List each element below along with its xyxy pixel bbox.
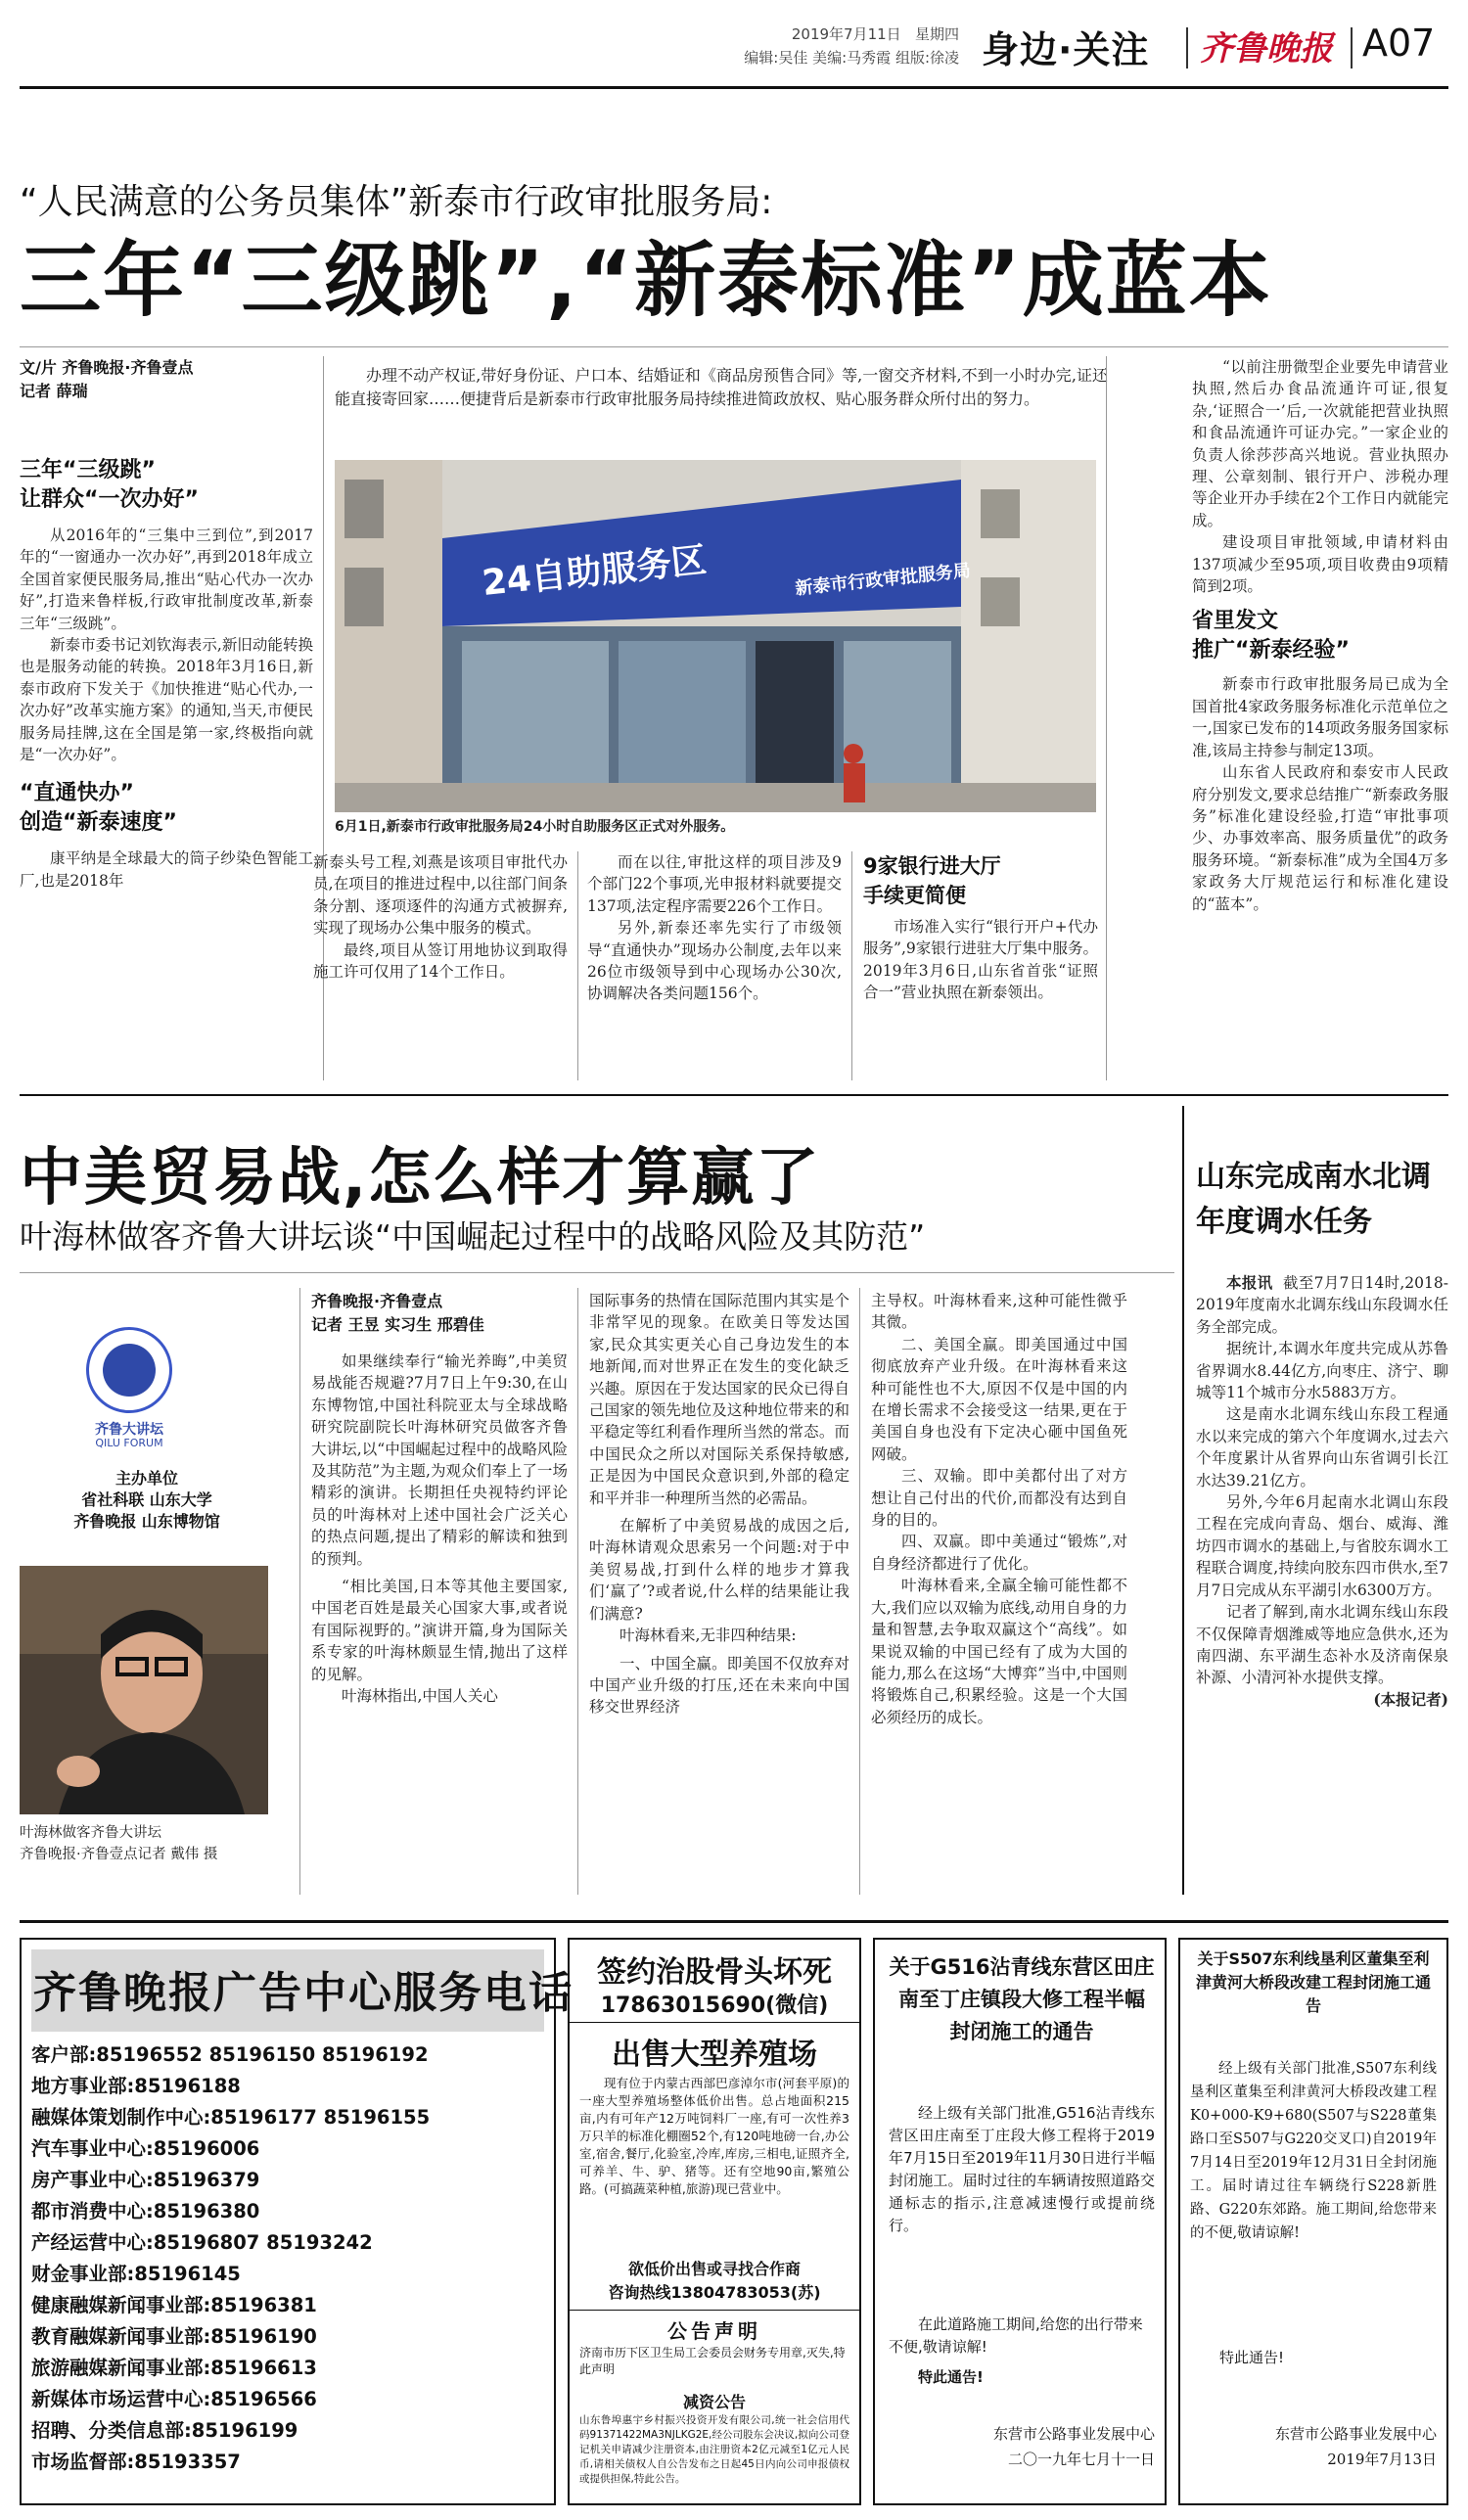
subhead: “直通快办”	[20, 781, 134, 806]
story2-col1	[311, 1290, 568, 1708]
story1-col4	[863, 851, 1098, 1004]
phone-line: 客户部:85196552 85196150 85196192	[31, 2043, 429, 2066]
phone-line: 财金事业部:85196145	[31, 2263, 241, 2285]
paragraph: 主导权。叶海林看来,这种可能性微乎其微。	[871, 1292, 1127, 1332]
paragraph: 这是南水北调东线山东段工程通水以来完成的第六个年度调水,过去六个年度累计从省界向山东省调引长江水达39.21亿方。	[1196, 1405, 1448, 1489]
logo-en: QILU FORUM	[95, 1437, 163, 1449]
bone-ad-phone: 17863015690(微信)	[600, 1993, 829, 2018]
storefront-photo	[335, 460, 1096, 812]
s507-body: 经上级有关部门批准,S507东利线垦利区董集至利津黄河大桥段改建工程K0+000-K9+680(S507与S228董集路口至S507与G220交叉口)自2019年7月14日至2019年12月31日全封闭施工。届时请过往车辆绕行S228新胜路、G220东郊路。施工期间,给您带来的不便,敬请谅解!	[1190, 2061, 1437, 2241]
paragraph: 而在以往,审批这样的项目涉及9个部门22个事项,光申报材料就要提交137项,法定程序需要226个工作日。	[587, 853, 842, 915]
paragraph: 二、美国全赢。即美国通过中国彻底放弃产业升级。在叶海林看来这种可能性也不大,原因不仅是中国的内在增长需求不会接受这一结果,更在于美国自身也没有下定决心砸中国鱼死网破。	[871, 1335, 1127, 1463]
caption-line: 齐鲁晚报·齐鲁壹点记者 戴伟 摄	[20, 1847, 218, 1862]
logo-mark-icon	[103, 1344, 156, 1397]
paragraph: 市场准入实行“银行开户+代办服务”,9家银行进驻大厅集中服务。2019年3月6日,山东省首张“证照合一”营业执照在新泰领出。	[863, 918, 1098, 1002]
phone-line: 都市消费中心:85196380	[31, 2200, 260, 2222]
subhead: 推广“新泰经验”	[1192, 638, 1350, 664]
column-divider	[851, 851, 852, 1080]
g516-date: 二〇一九年七月十一日	[1007, 2451, 1155, 2468]
paragraph: 从2016年的“三集中三到位”,到2017年的“一窗通办一次办好”,再到2018年成立全国首家便民服务局,推出“贴心代办一次办好”,打造来鲁样板,行政审批制度改革,新泰三年“三级跳”。	[20, 527, 313, 632]
paragraph: 如果继续奉行“输光养晦”,中美贸易战能否规避?7月7日上午9:30,在山东博物馆,中国社科院亚太与全球战略研究院副院长叶海林研究员做客齐鲁大讲坛,以“中国崛起过程中的战略风险及其防范”为主题,为观众们奉上了一场精彩的演讲。长期担任央视特约评论员的叶海林对上述中国社会广泛关心的热点问题,提出了精彩的解读和独到的预判。	[311, 1352, 568, 1568]
editors: 编辑:吴佳 美编:马秀霞 组版:徐凌	[744, 49, 959, 67]
ad-title: 齐鲁晚报广告中心服务电话	[33, 1968, 573, 2018]
s507-date: 2019年7月13日	[1327, 2451, 1437, 2468]
ad-classified	[568, 1938, 861, 2505]
paragraph: 截至7月7日14时,2018-2019年度南水北调东线山东段调水任务全部完成。	[1196, 1274, 1448, 1336]
column-divider	[859, 1288, 860, 1895]
weekday: 星期四	[914, 25, 959, 43]
paragraph: 另外,新泰还率先实行了市级领导“直通快办”现场办公制度,去年以来26位市级领导到中心现场办公30次,协调解决各类问题156个。	[587, 919, 842, 1003]
story1-headline: 三年“三级跳”,“新泰标准”成蓝本	[20, 233, 1272, 328]
paragraph: 记者了解到,南水北调东线山东段不仅保障青烟潍威等地应急供水,还为南四湖、东平湖生态补水及济南保泉补源、小清河补水提供支撑。	[1196, 1603, 1448, 1687]
lead-tag: 本报讯	[1226, 1274, 1273, 1292]
phone-line: 房产事业中心:85196379	[31, 2169, 260, 2191]
column-divider	[577, 1288, 578, 1895]
phone-line: 地方事业部:85196188	[31, 2075, 241, 2097]
byline: 文/片 齐鲁晚报·齐鲁壹点	[20, 358, 194, 377]
speaker-caption	[20, 1822, 274, 1865]
header-divider-2	[1351, 27, 1353, 69]
paragraph: 国际事务的热情在国际范围内其实是个非常罕见的现象。在欧美日等发达国家,民众其实更关心自己身边发生的本地新闻,而对世界正在发生的变化缺乏兴趣。原因在于发达国家的民众已得自己国家的领先地位及这种地位带来的和平稳定等红利看作理所当然的常态。而中国民众之所以对国际关系保持敏感,正是因为中国民众意识到,外部的稳定和平并非一种理所当然的必需品。	[589, 1292, 849, 1507]
subhead: 让群众“一次办好”	[20, 487, 199, 512]
farm-ad-text: 现有位于内蒙古西部巴彦淖尔市(河套平原)的一座大型养殖场整体低价出售。总占地面积215亩,内有可年产12万吨饲料厂一座,有可一次性养3万只羊的标准化棚圈52个,有120吨地磅一台,办公室,宿舍,餐厅,化验室,冷库,库房,三相电,证照齐全,可养羊、牛、驴、猪等。还有空地90亩,繁殖公路。(可搞蔬菜种植,旅游)现已营业中。	[579, 2076, 849, 2196]
headline-line: 年度调水任务	[1196, 1205, 1372, 1239]
host-info	[20, 1468, 274, 1533]
g516-body: 经上级有关部门批准,G516沾青线东营区田庄南至丁庄段大修工程将于2019年7月15日至2019年11月30日进行半幅封闭施工。届时过往的车辆请按照道路交通标志的指示,注意减速慢行或提前绕行。	[889, 2104, 1155, 2234]
notice-title: 公告声明	[667, 2319, 761, 2343]
ad-s507-notice	[1178, 1938, 1448, 2505]
speaker-portrait	[20, 1566, 268, 1814]
phone-line: 产经运营中心:85196807 85193242	[31, 2231, 373, 2254]
farm-ad-contact: 欲低价出售或寻找合作商	[627, 2260, 801, 2278]
story1-col1	[20, 356, 313, 892]
paragraph: “以前注册微型企业要先申请营业执照,然后办食品流通许可证,很复杂,‘证照合一’后,一次就能把营业执照和食品流通许可证办完。”一家企业的负责人徐莎莎高兴地说。营业执照办理、公章刻制、银行开户、涉税办理等企业开办手续在2个工作日内就能完成。	[1192, 358, 1448, 529]
column-divider	[1106, 356, 1107, 1080]
subhead: 省里发文	[1192, 609, 1279, 634]
forum-logo	[86, 1327, 172, 1413]
notice2-title: 减资公告	[682, 2393, 746, 2411]
storefront-illustration	[335, 460, 1096, 812]
story1-right-col	[1192, 356, 1448, 915]
g516-body2: 在此道路施工期间,给您的出行带来不便,敬请谅解!	[889, 2315, 1143, 2356]
section-rule	[20, 1094, 1448, 1096]
header-divider	[1186, 27, 1188, 69]
photo-caption: 6月1日,新泰市行政审批服务局24小时自助服务区正式对外服务。	[335, 819, 735, 835]
divider	[570, 2310, 859, 2311]
issue-date	[754, 22, 959, 47]
speaker-photo	[20, 1566, 268, 1814]
section-title: 身边·关注	[982, 28, 1150, 71]
paragraph: 新泰市委书记刘钦海表示,新旧动能转换也是服务动能的转换。2018年3月16日,新泰市政府下发关于《加快推进“贴心代办,一次办好”改革实施方案》的通知,当天,市便民服务局挂牌,这在全国是第一家,终极指向就是“一次办好”。	[20, 636, 313, 764]
phone-line: 汽车事业中心:85196006	[31, 2137, 260, 2160]
paragraph: 叶海林指出,中国人关心	[342, 1687, 498, 1706]
ad-g516-notice	[873, 1938, 1167, 2505]
g516-title: 关于G516沾青线东营区田庄南至丁庄镇段大修工程半幅封闭施工的通告	[889, 1955, 1155, 2043]
story1-rule	[20, 346, 1448, 347]
paragraph: 叶海林看来,全赢全输可能性都不大,我们应以双输为底线,动用自身的力量和智慧,去争取双赢这个“高线”。如果说双输的中国已经有了成为大国的能力,那么在这场“大博弈”当中,中国则将锻炼自己,积累经验。这是一个大国必须经历的成长。	[871, 1577, 1127, 1726]
column-divider	[299, 1288, 300, 1895]
paper-logo: 齐鲁晚报	[1200, 29, 1333, 69]
paragraph: 四、双赢。即中美通过“锻炼”,对自身经济都进行了优化。	[871, 1533, 1127, 1573]
phone-line: 教育融媒新闻事业部:85196190	[31, 2325, 317, 2348]
paragraph: 据统计,本调水年度共完成从苏鲁省界调水8.44亿方,向枣庄、济宁、聊城等11个城市分水5883万方。	[1196, 1340, 1448, 1402]
paragraph: 新泰头号工程,刘燕是该项目审批代办员,在项目的推进过程中,以往部门间条条分割、逐项逐件的沟通方式被摒弃,实现了现场办公集中服务的模式。	[313, 853, 568, 938]
paragraph: 另外,今年6月起南水北调山东段工程在完成向青岛、烟台、威海、潍坊四市调水的基础上,与省胶东调水工程联合调度,持续向胶东四市供水,至7月7日完成从东平湖引水6300万方。	[1196, 1493, 1448, 1599]
phone-line: 旅游融媒新闻事业部:85196613	[31, 2357, 317, 2379]
column-divider	[577, 851, 578, 1080]
caption-line: 叶海林做客齐鲁大讲坛	[20, 1825, 161, 1841]
phone-line: 市场监督部:85193357	[31, 2451, 241, 2473]
phone-line: 融媒体策划制作中心:85196177 85196155	[31, 2106, 431, 2129]
notice-body: 济南市历下区卫生局工会委员会财务专用章,灭失,特此声明	[579, 2346, 846, 2376]
story3-divider	[1182, 1106, 1184, 1895]
subhead: 创造“新泰速度”	[20, 810, 177, 836]
paragraph: 建设项目审批领域,申请材料由137项减少至95项,项目收费由9项精简到2项。	[1192, 533, 1448, 596]
s507-title: 关于S507东利线垦利区董集至利津黄河大桥段改建工程封闭施工通告	[1195, 1949, 1431, 2015]
page-number: A07	[1362, 22, 1436, 65]
logo-cn: 齐鲁大讲坛	[95, 1422, 163, 1438]
subhead: 9家银行进大厅	[863, 854, 1001, 878]
headline-line: 山东完成南水北调	[1196, 1160, 1431, 1194]
phone-line: 招聘、分类信息部:85196199	[31, 2419, 298, 2442]
subhead: 三年“三级跳”	[20, 458, 156, 482]
g516-end: 特此通告!	[918, 2368, 984, 2386]
story3-body	[1196, 1272, 1448, 1711]
paragraph: 最终,项目从签订用地协议到取得施工许可仅用了14个工作日。	[313, 940, 568, 982]
paragraph: 新泰市行政审批服务局已成为全国首批4家政务服务标准化示范单位之一,国家已发布的14项政务服务国家标准,该局主持参与制定13项。	[1192, 675, 1448, 759]
host-orgs: 齐鲁晚报 山东博物馆	[73, 1512, 220, 1531]
photo-sign-text: 24自助服务区	[480, 540, 709, 604]
header-rule	[20, 86, 1448, 89]
story2-rule	[20, 1272, 1174, 1273]
phone-line: 健康融媒新闻事业部:85196381	[31, 2294, 317, 2316]
story2-subhead: 叶海林做客齐鲁大讲坛谈“中国崛起过程中的战略风险及其防范”	[20, 1217, 926, 1256]
g516-sign: 东营市公路事业发展中心	[992, 2425, 1155, 2443]
farm-ad-title: 出售大型养殖场	[612, 2038, 817, 2072]
farm-ad-hotline: 咨询热线13804783053(苏)	[608, 2283, 821, 2302]
paragraph: 三、双输。即中美都付出了对方想让自己付出的代价,而都没有达到自身的目的。	[871, 1467, 1127, 1530]
s507-sign: 东营市公路事业发展中心	[1274, 2425, 1437, 2443]
byline-reporter: 记者 薛瑞	[20, 382, 88, 400]
paragraph: “相比美国,日本等其他主要国家,中国老百姓是最关心国家大事,或者说有国际视野的。”演讲开篇,身为国际关系专家的叶海林颇显生情,抛出了这样的见解。	[311, 1578, 568, 1683]
phone-list	[31, 2039, 548, 2478]
byline: 齐鲁晚报·齐鲁壹点	[311, 1292, 443, 1310]
divider	[570, 2022, 859, 2023]
phone-line: 新媒体市场运营中心:85196566	[31, 2388, 317, 2410]
story2-col2	[589, 1290, 849, 1718]
byline-reporter: 记者 王昱 实习生 邢碧佳	[311, 1315, 484, 1334]
paragraph: 一、中国全赢。即美国不仅放弃对中国产业升级的打压,还在未来向中国移交世界经济	[589, 1654, 849, 1717]
s507-end: 特此通告!	[1219, 2349, 1285, 2366]
host-label: 主办单位	[115, 1469, 178, 1488]
ad-service-phones	[20, 1938, 573, 2505]
ads-rule	[20, 1920, 1448, 1923]
date: 2019年7月11日	[791, 25, 901, 43]
story1-col3	[587, 851, 842, 1005]
host-orgs: 省社科联 山东大学	[81, 1490, 212, 1509]
story2-col3	[871, 1290, 1127, 1728]
story2-headline: 中美贸易战,怎么样才算赢了	[20, 1142, 821, 1214]
bone-ad-title: 签约治股骨头坏死	[597, 1955, 832, 1990]
story1-kicker: “人民满意的公务员集体”新泰市行政审批服务局:	[20, 182, 773, 222]
photo-sign-subtext: 新泰市行政审批服务局	[794, 560, 972, 600]
story1-col2	[313, 851, 568, 983]
notice2-body: 山东鲁埠惠宇乡村振兴投资开发有限公司,统一社会信用代码91371422MA3NJLKG2E,经公司股东会决议,拟向公司登记机关申请减少注册资本,由注册资本2亿元减至1亿元人民币,请相关债权人自公告发布之日起45日内向公司申报债权或提供担保,特此公告。	[579, 2414, 849, 2485]
story3-headline	[1196, 1155, 1431, 1245]
reporter-sign: (本报记者)	[1373, 1689, 1448, 1709]
paragraph: 在解析了中美贸易战的成因之后,叶海林请观众思索另一个问题:对于中美贸易战,打到什么样的地步才算我们‘赢了’?或者说,什么样的结果能让我们满意?	[589, 1517, 849, 1623]
story1-intro: 办理不动产权证,带好身份证、户口本、结婚证和《商品房预售合同》等,一窗交齐材料,不到一小时办完,证还能直接寄回家……便捷背后是新泰市行政审批服务局持续推进简政放权、贴心服务群众所付出的努力。	[335, 366, 1108, 408]
paragraph: 山东省人民政府和泰安市人民政府分别发文,要求总结推广“新泰政务服务”标准化建设经验,打造“审批事项少、办事效率高、服务质量优”的政务服务环境。“新泰标准”成为全国4万多家政务大厅规范运行和标准化建设的“蓝本”。	[1192, 763, 1448, 913]
paragraph: 康平纳是全球最大的筒子纱染色智能工厂,也是2018年	[20, 849, 313, 890]
paragraph: 叶海林看来,无非四种结果:	[619, 1627, 797, 1645]
subhead: 手续更简便	[863, 884, 966, 907]
